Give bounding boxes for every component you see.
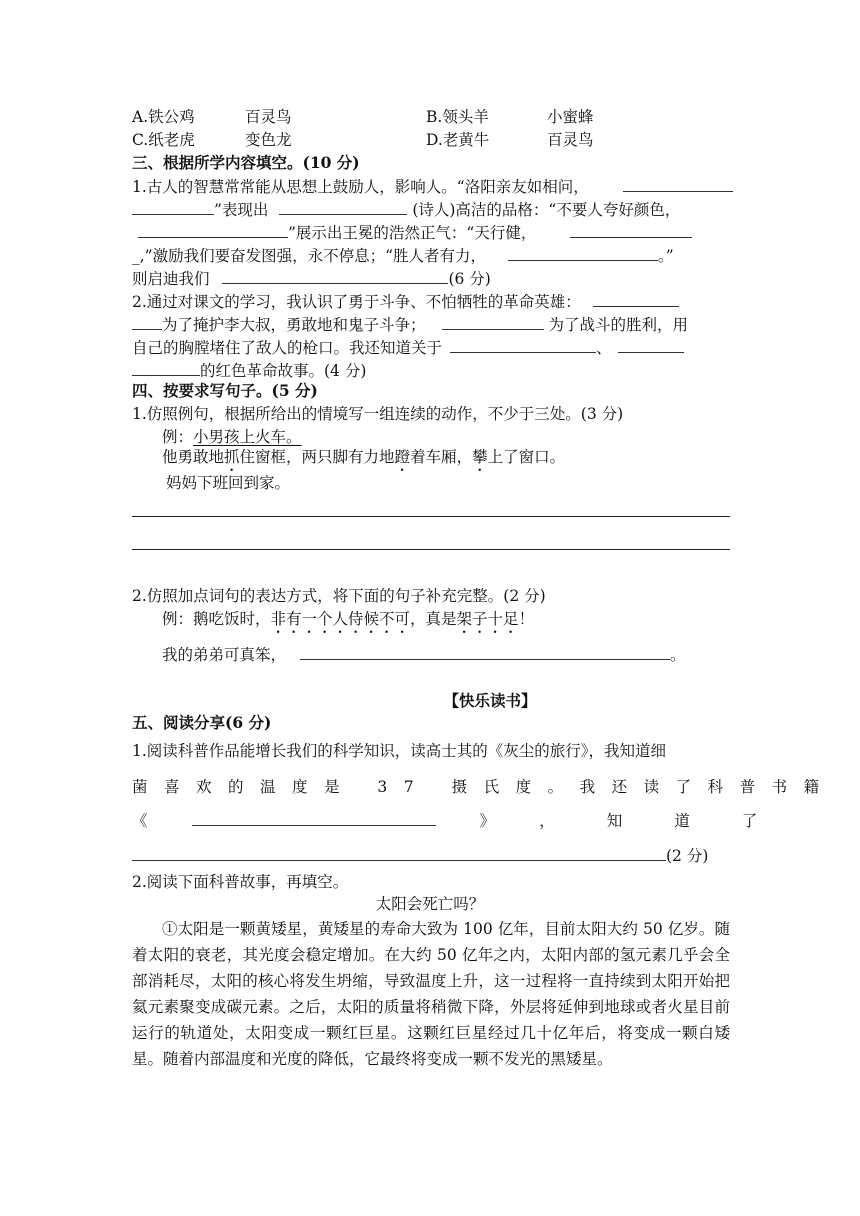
s5-q2: 2.阅读下面科普故事，再填空。 (132, 873, 349, 891)
s4-example2: 例：鹅吃饭时，非有一个人侍候不可，真是架子十足！ (162, 610, 535, 628)
option-b-word: 小蜜蜂 (547, 108, 594, 126)
s4-prompt1: 妈妈下班回到家。 (166, 474, 291, 492)
s3-q1-line4: _,”激励我们要奋发图强，永不停息；“胜人者有力， 。” (132, 244, 674, 267)
story-paragraph-1: ①太阳是一颗黄矮星，黄矮星的寿命大致为 100 亿年，目前太阳大约 50 亿岁。随着太阳的衰老，其光度会稳定增加。在大约 50 亿年之内，太阳内部的氢元素几乎会全部消耗尽，太阳的核心将发生坍缩，导致温度上升，这一过程将一直持续到太阳开始把氦元素聚变成碳元素。之后，太阳的质量将稍微下降，外层将延伸到地球或者火星目前运行的轨道处，太阳变成一颗红巨星。这颗红巨星经过几十亿年后，将变成一颗白矮星。随着内部温度和光度的降低，它最终将变成一颗不发光的黑矮星。 (132, 920, 730, 1068)
s4-q1: 1.仿照例句，根据所给出的情境写一组连续的动作，不少于三处。(3 分) (132, 405, 624, 423)
s4-example1-sentence: 他勇敢地抓住窗框，两只脚有力地蹬着车厢，攀上了窗口。 (162, 448, 566, 466)
s5-q1-line4: (2 分) (132, 843, 708, 869)
s4-example1-title: 例：小男孩上火车。 (162, 428, 302, 446)
s3-q2-line2: 为了掩护李大叔，勇敢地和鬼子斗争； 为了战斗的胜利，用 (132, 313, 688, 336)
option-c: C.纸老虎 (132, 131, 195, 149)
s3-q1-line3: ”展示出王冕的浩然正气：“天行健， (132, 221, 692, 244)
answer-line-1[interactable] (132, 516, 730, 517)
section3-title: 三、根据所学内容填空。(10 分) (132, 153, 360, 172)
option-c-word: 变色龙 (245, 131, 292, 149)
s4-q2: 2.仿照加点词句的表达方式，将下面的句子补充完整。(2 分) (132, 587, 546, 605)
s5-q1-line3: 《 》 ， 知 道 了 (132, 808, 730, 834)
story-title: 太阳会死亡吗？ (375, 895, 485, 913)
s3-q2-line1: 2.通过对课文的学习，我认识了勇于斗争、不怕牺牲的革命英雄： (132, 290, 679, 313)
answer-line-2[interactable] (132, 549, 730, 550)
s3-q2-line4: 的红色革命故事。(4 分) (132, 359, 366, 382)
s3-q1-line1: 1.古人的智慧常常能从思想上鼓励人，影响人。“洛阳亲友如相问， (132, 175, 733, 198)
s3-q1-line2: ”表现出 (诗人)高洁的品格：“不要人夸好颜色， (132, 198, 680, 221)
section4-title: 四、按要求写句子。(5 分) (132, 381, 318, 400)
option-d-word: 百灵鸟 (547, 131, 594, 149)
s3-q2-line3: 自己的胸膛堵住了敌人的枪口。我还知道关于 、 (132, 336, 684, 359)
option-a-word: 百灵鸟 (245, 108, 292, 126)
s5-q1-line1: 1.阅读科普作品能增长我们的科学知识，读高士其的《灰尘的旅行》，我知道细 (132, 742, 667, 760)
s4-prompt2: 我的弟弟可真笨， 。 (162, 643, 686, 666)
s3-q1-line5: 则启迪我们 (6 分) (132, 267, 491, 290)
option-b: B.领头羊 (426, 108, 489, 126)
s5-q1-line2: 菌喜欢的温度是 37 摄氏度。我还读了科普书籍 (132, 778, 836, 796)
section5-title: 五、阅读分享(6 分) (132, 713, 272, 732)
option-a: A.铁公鸡 (132, 108, 195, 126)
happy-reading-heading: 【快乐读书】 (443, 691, 537, 710)
option-d: D.老黄牛 (426, 131, 490, 149)
